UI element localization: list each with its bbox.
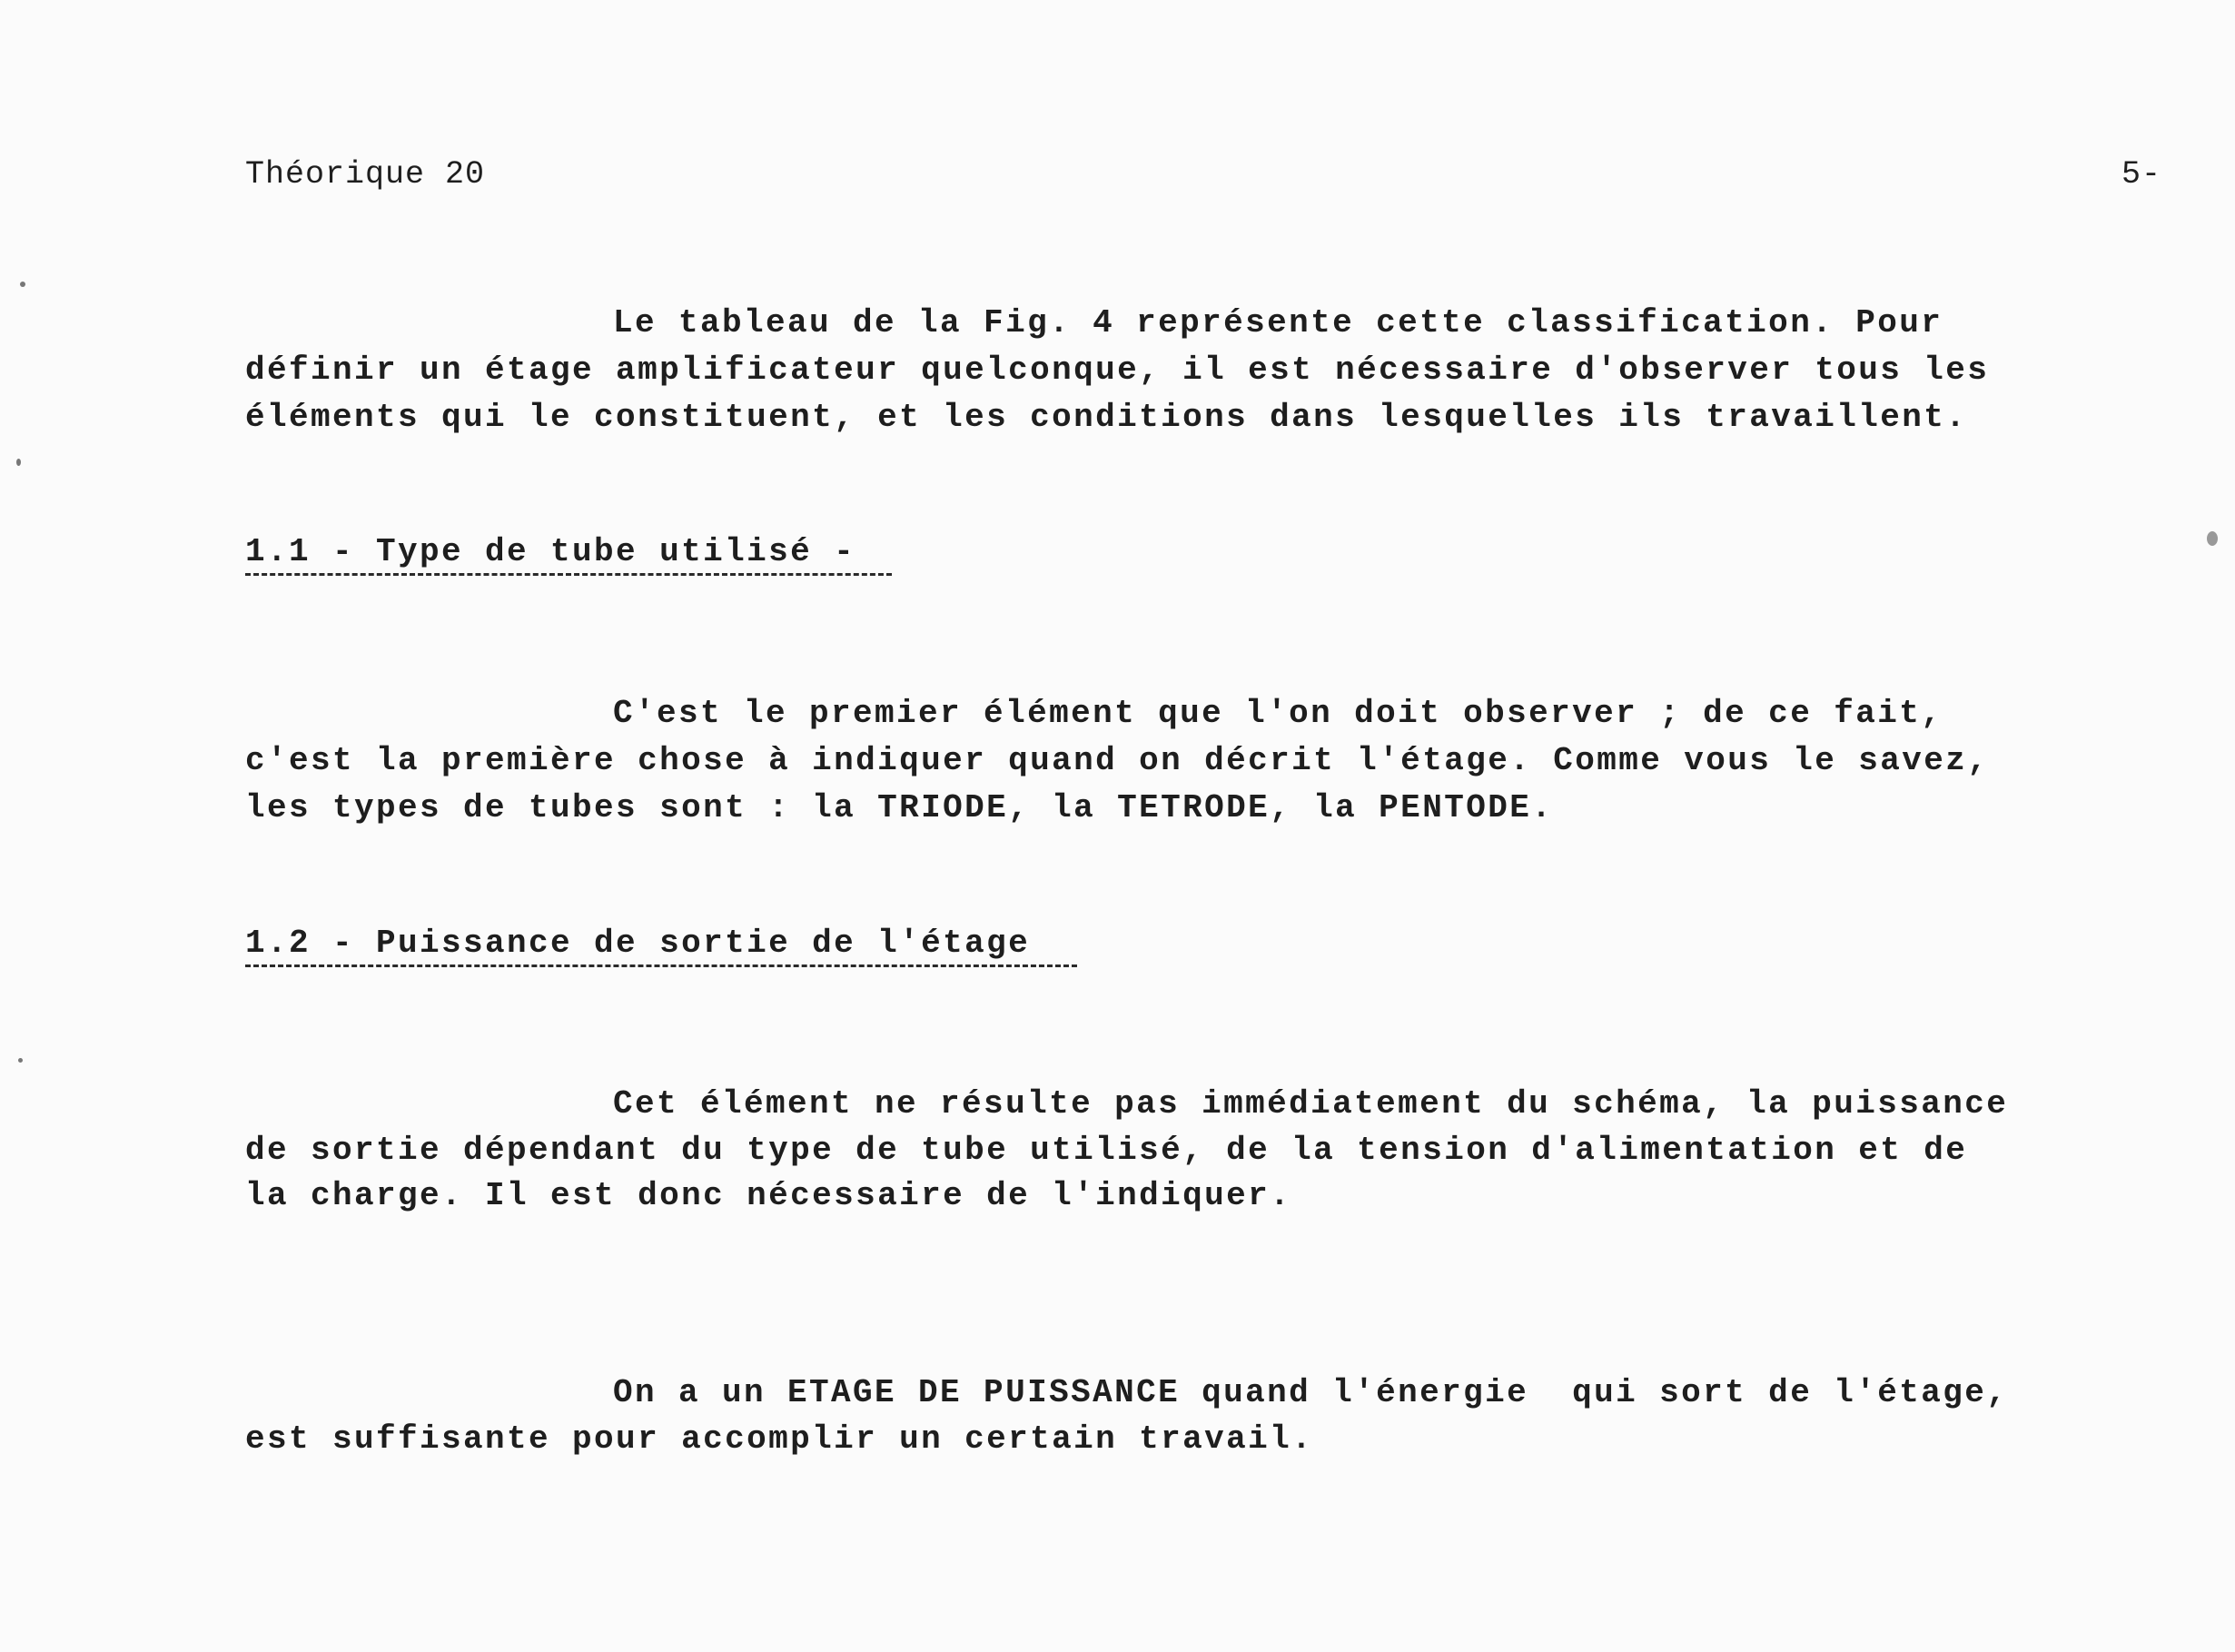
page-header <box>245 156 2161 202</box>
paragraph-1-line-3: éléments qui le constituent, et les conditions dans lesquelles ils travaillent. <box>245 399 1968 436</box>
scan-speck <box>18 1058 23 1063</box>
section-1-1-underline <box>245 573 892 576</box>
section-1-2-line-3: la charge. Il est donc nécessaire de l'indiquer. <box>245 1177 1292 1214</box>
section-1-2-line-1: Cet élément ne résulte pas immédiatement du schéma, la puissance <box>613 1085 2009 1123</box>
scan-speck <box>2207 531 2218 546</box>
paragraph-1-line-2: définir un étage amplificateur quelconque, il est nécessaire d'observer tous les <box>245 351 1990 389</box>
page-number: 5- <box>2121 156 2161 193</box>
scan-speck <box>20 282 25 287</box>
paragraph-4-line-1: On a un ETAGE DE PUISSANCE quand l'énergie qui sort de l'étage, <box>613 1374 2009 1411</box>
section-1-1-line-2: c'est la première chose à indiquer quand on décrit l'étage. Comme vous le savez, <box>245 742 1990 779</box>
header-title: Théorique 20 <box>245 156 486 193</box>
section-1-1-line-1: C'est le premier élément que l'on doit observer ; de ce fait, <box>613 695 1943 732</box>
section-1-1-heading: 1.1 - Type de tube utilisé - <box>245 533 856 570</box>
section-1-1-line-3: les types de tubes sont : la TRIODE, la TETRODE, la PENTODE. <box>245 789 1554 826</box>
section-1-2-underline <box>245 964 1077 967</box>
paragraph-1-line-1: Le tableau de la Fig. 4 représente cette classification. Pour <box>613 304 1943 341</box>
section-1-2-line-2: de sortie dépendant du type de tube utilisé, de la tension d'alimentation et de <box>245 1132 1968 1169</box>
paragraph-4-line-2: est suffisante pour accomplir un certain travail. <box>245 1420 1314 1458</box>
scan-speck <box>16 459 21 466</box>
section-1-2-heading: 1.2 - Puissance de sortie de l'étage <box>245 925 1031 962</box>
